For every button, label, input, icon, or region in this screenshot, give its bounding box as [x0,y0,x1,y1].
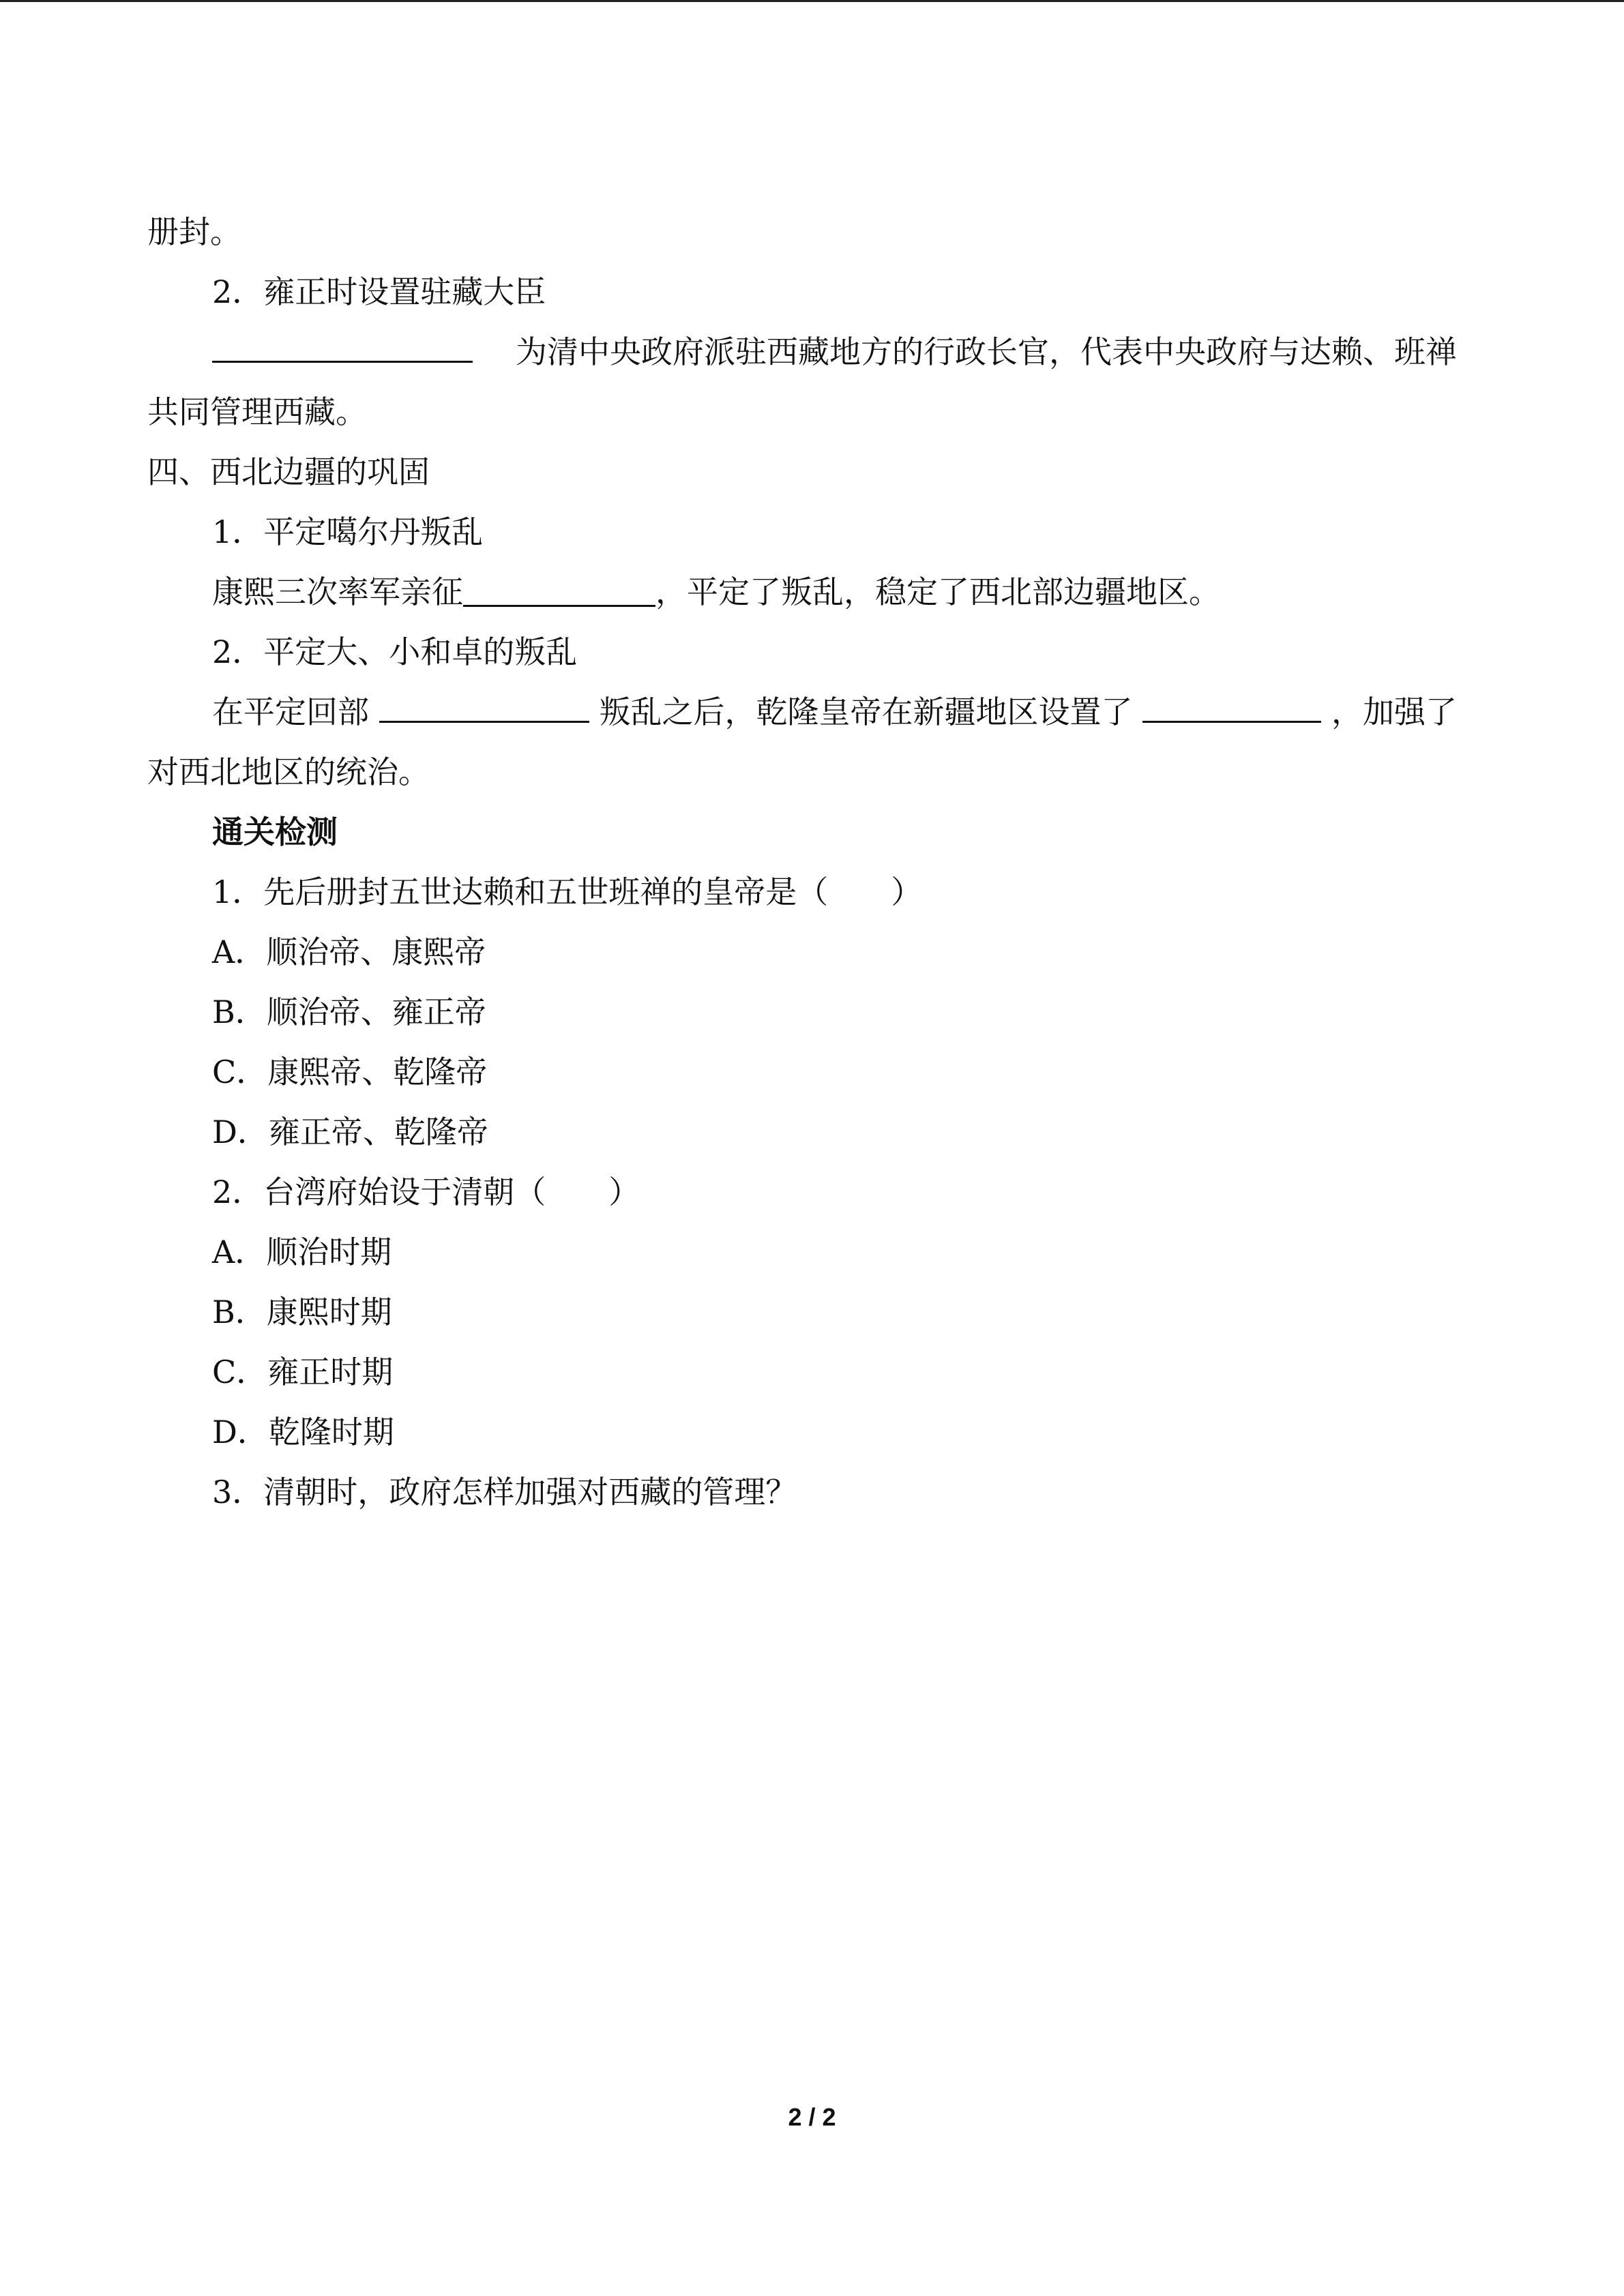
option-c: C．雍正时期 [212,1354,394,1390]
option-a: A．顺治时期 [212,1234,392,1270]
question-stem: 2．台湾府始设于清朝（ [212,1174,546,1210]
option-d: D．雍正帝、乾隆帝 [212,1114,488,1150]
text-line: 共同管理西藏。 [147,393,367,430]
fill-in-line [147,682,1457,742]
document-body [147,202,1457,1522]
text-line: 康熙三次率军亲征 [212,573,463,610]
text-line: 为清中央政府派驻西藏地方的行政长官，代表中央政府与达赖、班禅 [516,333,1457,370]
subsection-heading: 2．雍正时设置驻藏大臣 [212,273,546,310]
fill-in-line [147,562,1457,622]
text-line: ，加强了 [1331,694,1457,730]
question-1 [147,862,1457,922]
top-border-rule [0,0,1624,2]
subsection-heading: 1．平定噶尔丹叛乱 [212,513,484,550]
quiz-heading: 通关检测 [212,814,338,850]
option-b: B．康熙时期 [212,1294,392,1330]
fill-in-line [147,322,1457,382]
text-line: 在平定回部 [212,694,369,730]
answer-blank[interactable] [212,327,473,363]
option-a: A．顺治帝、康熙帝 [212,934,486,970]
answer-blank[interactable] [379,687,589,723]
option-d: D．乾隆时期 [212,1414,394,1450]
question-close-paren: ） [608,1174,640,1210]
answer-blank[interactable] [463,571,655,607]
section-heading: 四、西北边疆的巩固 [147,453,430,490]
page-number: 2 / 2 [788,2103,836,2131]
text-line: 叛乱之后，乾隆皇帝在新疆地区设置了 [599,694,1133,730]
text-line: ，平定了叛乱，稳定了西北部边疆地区。 [655,573,1220,610]
option-b: B．顺治帝、雍正帝 [212,994,486,1030]
subsection-heading: 2．平定大、小和卓的叛乱 [212,633,578,670]
question-3: 3．清朝时，政府怎样加强对西藏的管理？ [212,1474,797,1510]
answer-blank[interactable] [1142,687,1321,723]
question-stem: 1．先后册封五世达赖和五世班禅的皇帝是（ [212,874,829,910]
text-line: 对西北地区的统治。 [147,754,430,790]
question-close-paren: ） [891,874,923,910]
option-c: C．康熙帝、乾隆帝 [212,1054,488,1090]
text-line: 册封。 [147,213,241,250]
question-2 [147,1162,1457,1222]
